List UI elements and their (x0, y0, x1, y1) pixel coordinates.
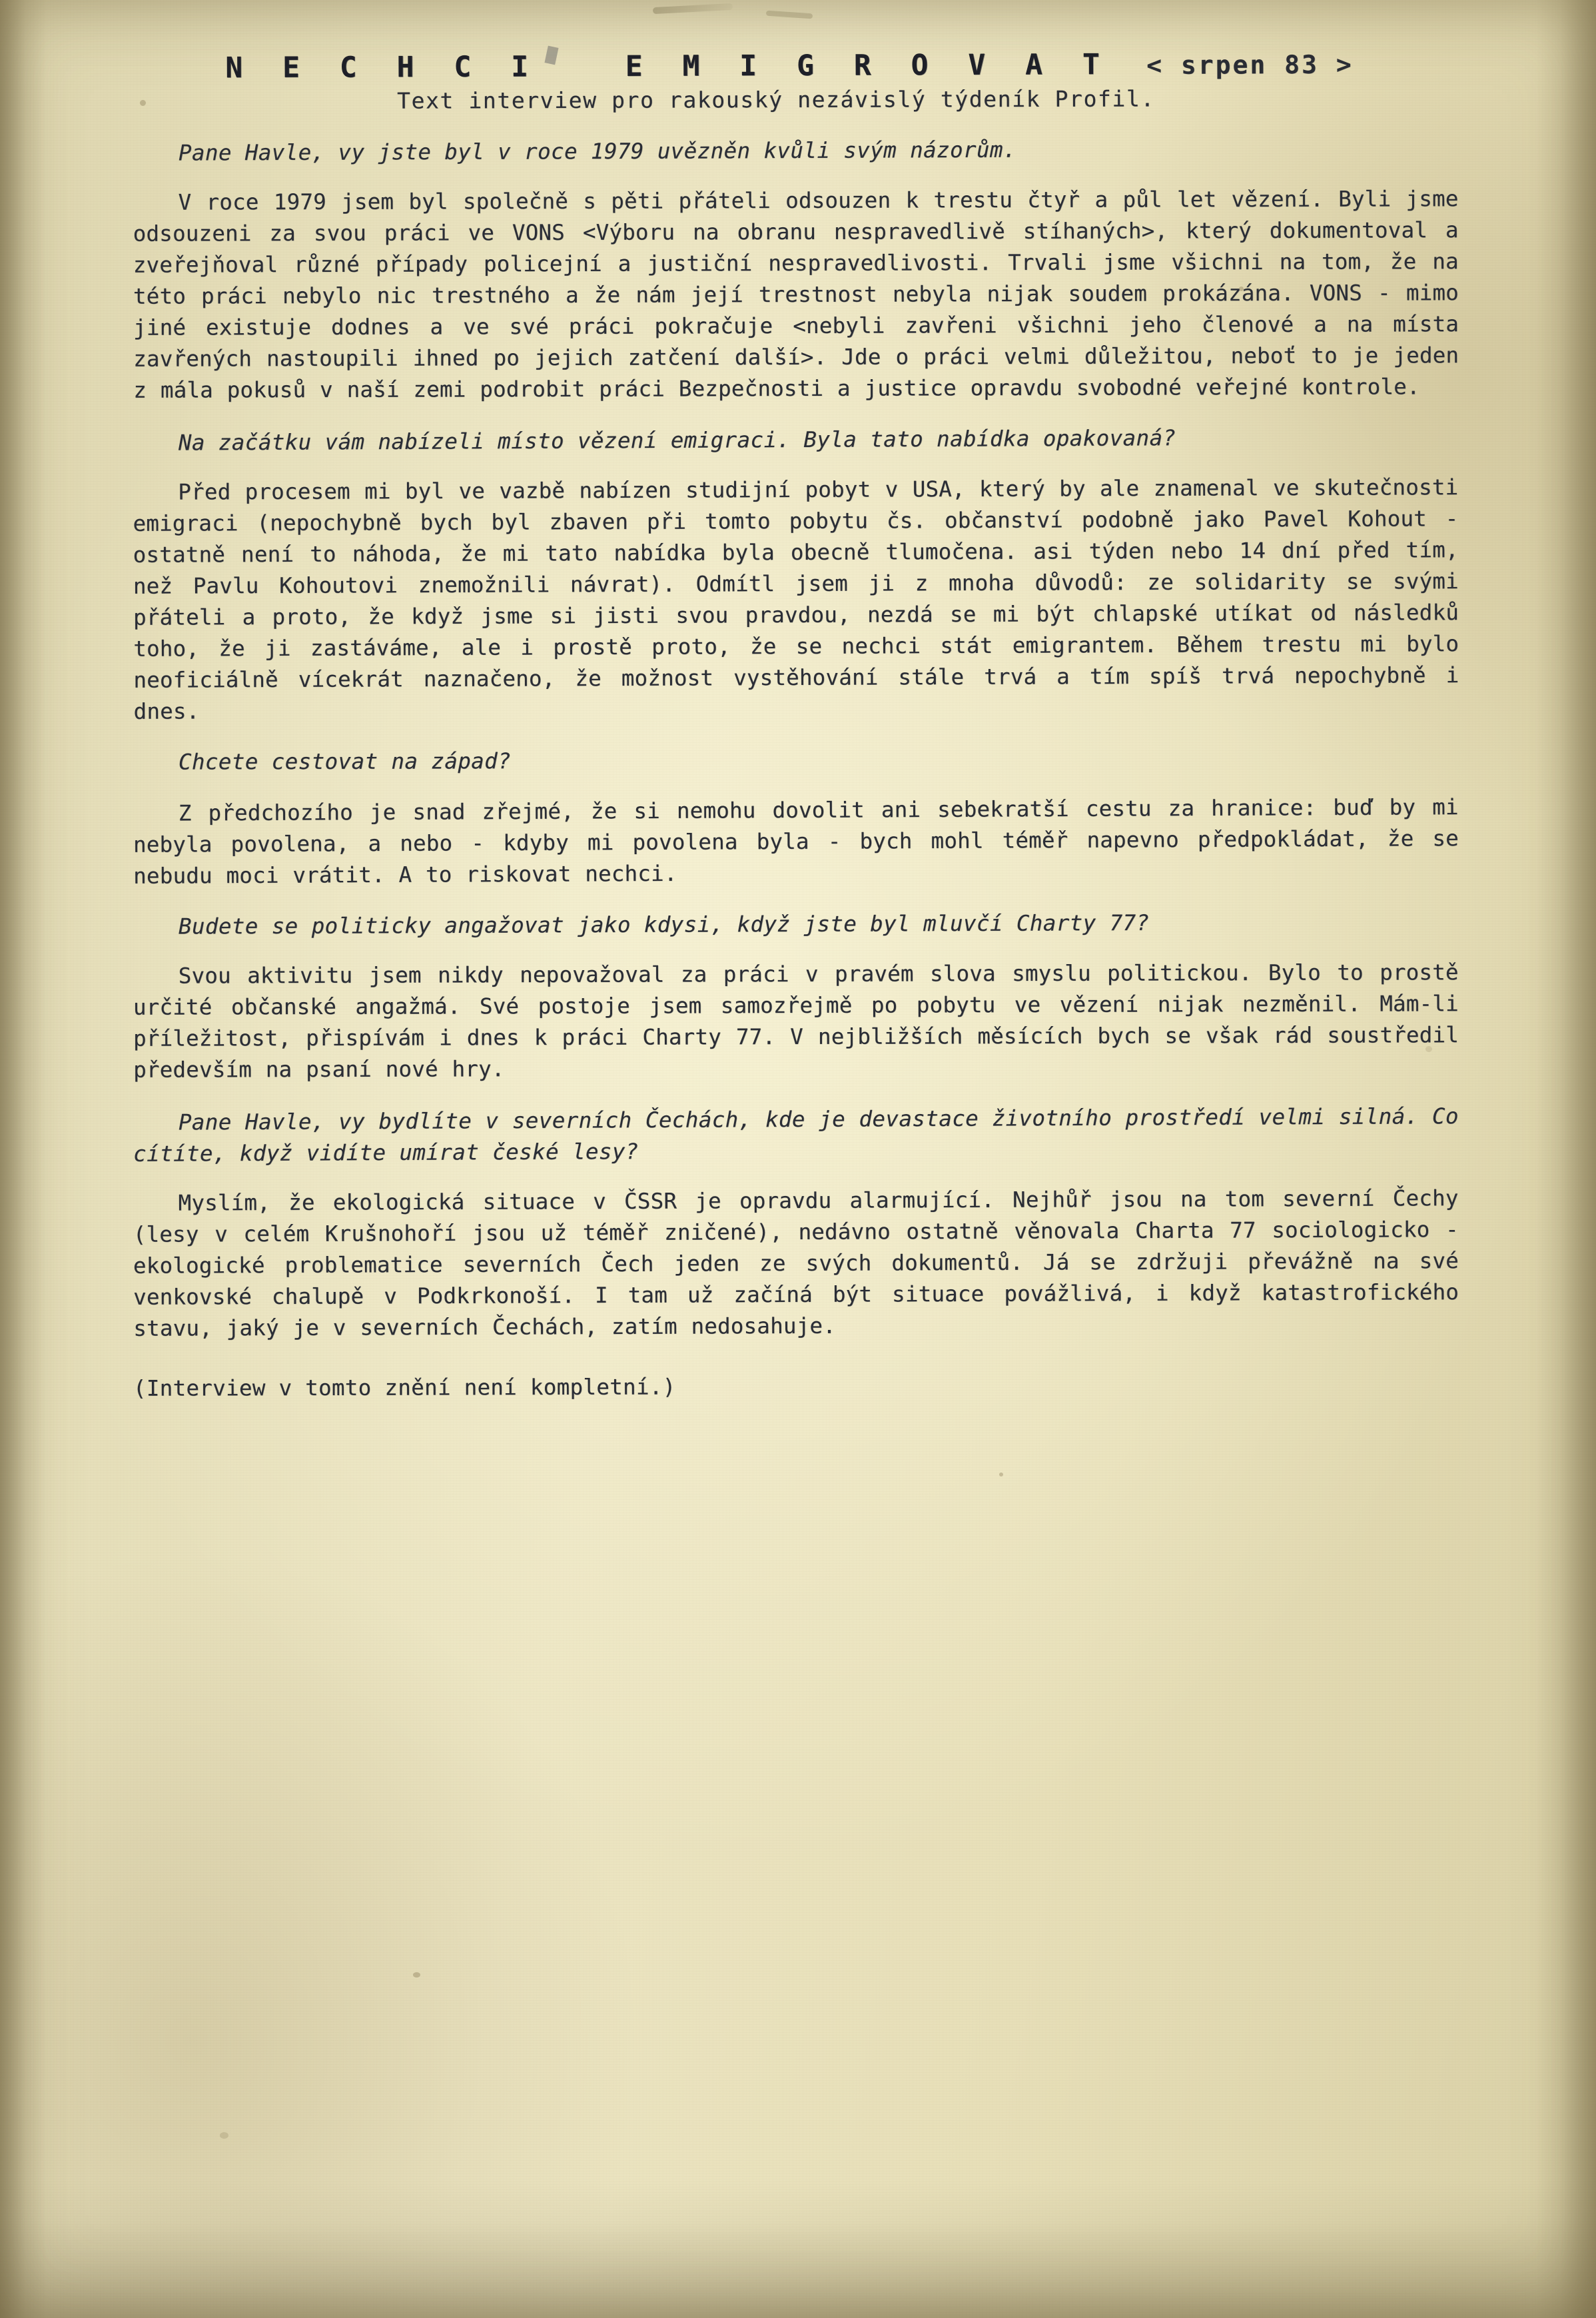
document-date: < srpen 83 > (1146, 49, 1354, 80)
page-left-shadow (0, 0, 47, 2318)
interview-answer (133, 472, 1459, 728)
interview-answer (133, 1183, 1459, 1345)
answer-text: V roce 1979 jsem byl společně s pěti přáteli odsouzen k trestu čtyř a půl let vězení. Byli jsme odsouzeni za svou práci ve VONS <Výboru na obranu nespravedlivě stíhaných>, který dokumentoval a zveřejňoval různé případy policejní a justiční nespravedlivosti. Trvali jsme všichni na tom, že na této práci nebylo nic trestného a že nám její trestnost nebyla nijak soudem prokázána. VONS - mimo jiné existuje dodnes a ve své práci pokračuje <nebyli zavřeni všichni jeho členové a na místa zavřených nastoupili ihned po jejich zatčení další>. Jde o práci velmi důležitou, neboť to je jeden z mála pokusů v naší zemi podrobit práci Bezpečnosti a justice opravdu svobodné veřejné kontrole. (133, 186, 1459, 403)
answer-text: Myslím, že ekologická situace v ČSSR je opravdu alarmující. Nejhůř jsou na tom severní Čechy (lesy v celém Krušnohoří jsou už téměř zničené), nedávno ostatně věnovala Charta 77 sociologicko - ekologické problematice severních Čech jeden ze svých dokumentů. Já se zdržuji převážně na své venkovské chalupě v Podkrkonoší. I tam už začíná být situace povážlivá, i když katastrofického stavu, jaký je v severních Čechách, zatím nedosahuje. (133, 1185, 1459, 1341)
stray-ink-mark (653, 3, 733, 14)
interview-question (133, 743, 1459, 778)
interview-question (133, 421, 1459, 459)
page-bottom-shadow (0, 2178, 1596, 2318)
answer-text: Svou aktivitu jsem nikdy nepovažoval za práci v pravém slova smyslu politickou. Bylo to prostě určité občanské angažmá. Své postoje jsem samozřejmě po pobytu ve vězení nijak nezměnil. Mám-li příležitost, přispívám i dnes k práci Charty 77. V nejbližších měsících bych se však rád soustředil především na psaní nové hry. (133, 959, 1459, 1083)
paper-speck (220, 2132, 228, 2139)
question-text: Chcete cestovat na západ? (178, 748, 512, 775)
page-right-shadow (1536, 0, 1596, 2318)
interview-answer (133, 792, 1459, 892)
answer-text: Z předchozího je snad zřejmé, že si nemohu dovolit ani sebekratší cestu za hranice: buď by mi nebyla povolena, a nebo - kdyby mi povolena byla - bych mohl téměř napevno předpokládat, že se nebudu moci vrátit. A to riskovat nechci. (133, 794, 1459, 889)
interview-question (133, 1101, 1459, 1170)
question-text: Na začátku vám nabízeli místo vězení emigraci. Byla tato nabídka opakovaná? (178, 425, 1176, 456)
document-heading (133, 49, 1459, 83)
closing-note: (Interview v tomto znění není kompletní.) (133, 1374, 676, 1401)
question-text: Pane Havle, vy bydlíte v severních Čechách, kde je devastace životního prostředí velmi silná. Co cítíte, když vidíte umírat české lesy? (133, 1103, 1459, 1167)
interview-answer (133, 183, 1459, 406)
document-title: N E C H C I E M I G R O V A T (225, 48, 1111, 85)
paper-speck (999, 1472, 1003, 1476)
typed-text-body (133, 49, 1459, 1403)
interview-question (133, 133, 1459, 169)
title-row (133, 47, 1445, 85)
document-subtitle: Text interview pro rakouský nezávislý týdeník Profil. (397, 85, 1155, 114)
question-text: Pane Havle, vy jste byl v roce 1979 uvězněn kvůli svým názorům. (178, 137, 1016, 166)
paper-speck (413, 1972, 420, 1978)
stray-ink-mark (766, 11, 813, 19)
answer-text: Před procesem mi byl ve vazbě nabízen studijní pobyt v USA, který by ale znamenal ve skutečnosti emigraci (nepochybně bych byl zbaven při tomto pobytu čs. občanství podobně jako Pavel Kohout - ostatně není to náhoda, že mi tato nabídka byla obecně tlumočena. asi týden nebo 14 dní před tím, než Pavlu Kohoutovi znemožnili návrat). Odmítl jsem ji z mnoha důvodů: ze solidarity se svými přáteli a proto, že když jsme si jisti svou pravdou, nezdá se mi být chlapské utíkat od následků toho, že ji zastáváme, ale i prostě proto, že se nechci stát emigrantem. Během trestu mi bylo neoficiálně vícekrát naznačeno, že možnost vystěhování stále trvá a tím spíš trvá nepochybně i dnes. (133, 474, 1459, 724)
interview-question (133, 906, 1459, 943)
interview-answer (133, 957, 1459, 1086)
question-text: Budete se politicky angažovat jako kdysi, když jste byl mluvčí Charty 77? (178, 909, 1150, 939)
